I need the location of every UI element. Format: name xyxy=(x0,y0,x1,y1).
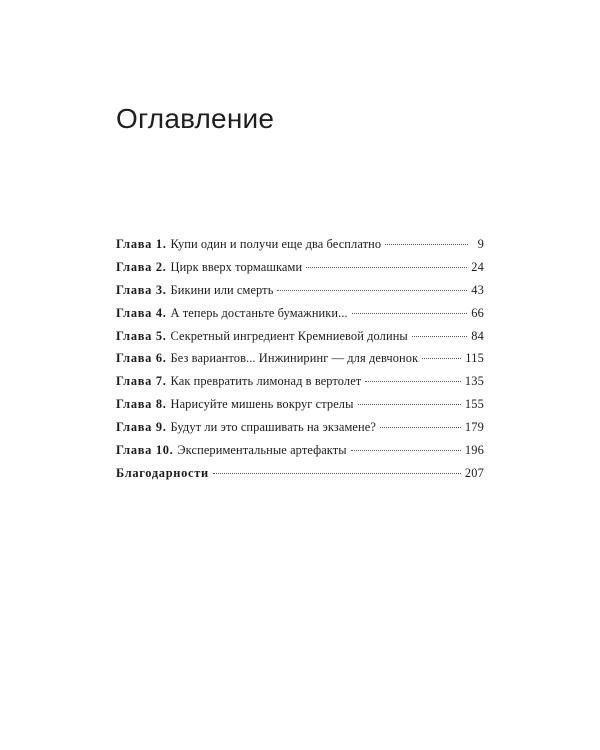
dot-leader xyxy=(358,403,461,405)
page-number: 207 xyxy=(464,465,484,480)
page-number: 9 xyxy=(477,237,484,251)
toc-entry-chapter-2[interactable] xyxy=(116,256,484,279)
chapter-label: Глава 3. xyxy=(116,282,167,297)
dot-leader xyxy=(352,312,467,314)
toc-entry-chapter-1[interactable] xyxy=(116,233,484,256)
toc-entry-chapter-9[interactable] xyxy=(116,416,484,439)
chapter-label: Глава 5. xyxy=(116,328,167,343)
chapter-label: Глава 8. xyxy=(116,397,167,412)
chapter-title: Без вариантов... Инжиниринг — для девчонок xyxy=(170,351,419,366)
table-of-contents xyxy=(116,233,484,485)
page-number: 84 xyxy=(471,328,484,343)
chapter-label: Глава 10. xyxy=(116,443,174,458)
dot-leader xyxy=(385,243,468,245)
chapter-label: Глава 4. xyxy=(116,305,167,320)
page-number: 43 xyxy=(471,282,484,297)
dot-leader xyxy=(380,426,461,428)
toc-entry-chapter-3[interactable] xyxy=(116,279,484,302)
page-number: 66 xyxy=(471,305,484,320)
page-number: 135 xyxy=(464,374,484,389)
dot-leader xyxy=(306,266,467,268)
toc-entry-chapter-10[interactable] xyxy=(116,439,484,462)
chapter-title: Экспериментальные артефакты xyxy=(177,443,347,458)
chapter-title: Купи один и получи еще два бесплатно xyxy=(170,237,382,251)
chapter-title: Секретный ингредиент Кремниевой долины xyxy=(170,328,408,343)
dot-leader xyxy=(213,472,461,474)
toc-entry-acknowledgements[interactable] xyxy=(116,462,484,485)
chapter-label: Глава 7. xyxy=(116,374,167,389)
toc-entry-chapter-7[interactable] xyxy=(116,370,484,393)
page-number: 24 xyxy=(471,259,484,274)
page-number: 115 xyxy=(465,351,484,366)
page-number: 196 xyxy=(464,443,484,458)
chapter-label: Глава 1. xyxy=(116,237,167,251)
toc-entry-chapter-8[interactable] xyxy=(116,393,484,416)
dot-leader xyxy=(422,357,461,359)
chapter-title: Будут ли это спрашивать на экзамене? xyxy=(170,420,376,435)
toc-entry-chapter-6[interactable] xyxy=(116,347,484,370)
toc-entry-chapter-4[interactable] xyxy=(116,302,484,325)
dot-leader xyxy=(277,289,467,291)
acknowledgements-title: Благодарности xyxy=(116,465,209,480)
chapter-title: Цирк вверх тормашками xyxy=(170,259,303,274)
dot-leader xyxy=(351,449,461,451)
chapter-title: Как превратить лимонад в вертолет xyxy=(170,374,362,389)
dot-leader xyxy=(412,335,467,337)
chapter-label: Глава 6. xyxy=(116,351,167,366)
page-number: 155 xyxy=(464,397,484,412)
chapter-title: Бикини или смерть xyxy=(170,282,274,297)
chapter-label: Глава 2. xyxy=(116,259,167,274)
dot-leader xyxy=(365,380,460,382)
chapter-title: А теперь достаньте бумажники... xyxy=(170,305,348,320)
page-title: Оглавление xyxy=(116,102,275,134)
chapter-label: Глава 9. xyxy=(116,420,167,435)
page-number: 179 xyxy=(464,420,484,435)
chapter-title: Нарисуйте мишень вокруг стрелы xyxy=(170,397,354,412)
toc-entry-chapter-5[interactable] xyxy=(116,325,484,348)
